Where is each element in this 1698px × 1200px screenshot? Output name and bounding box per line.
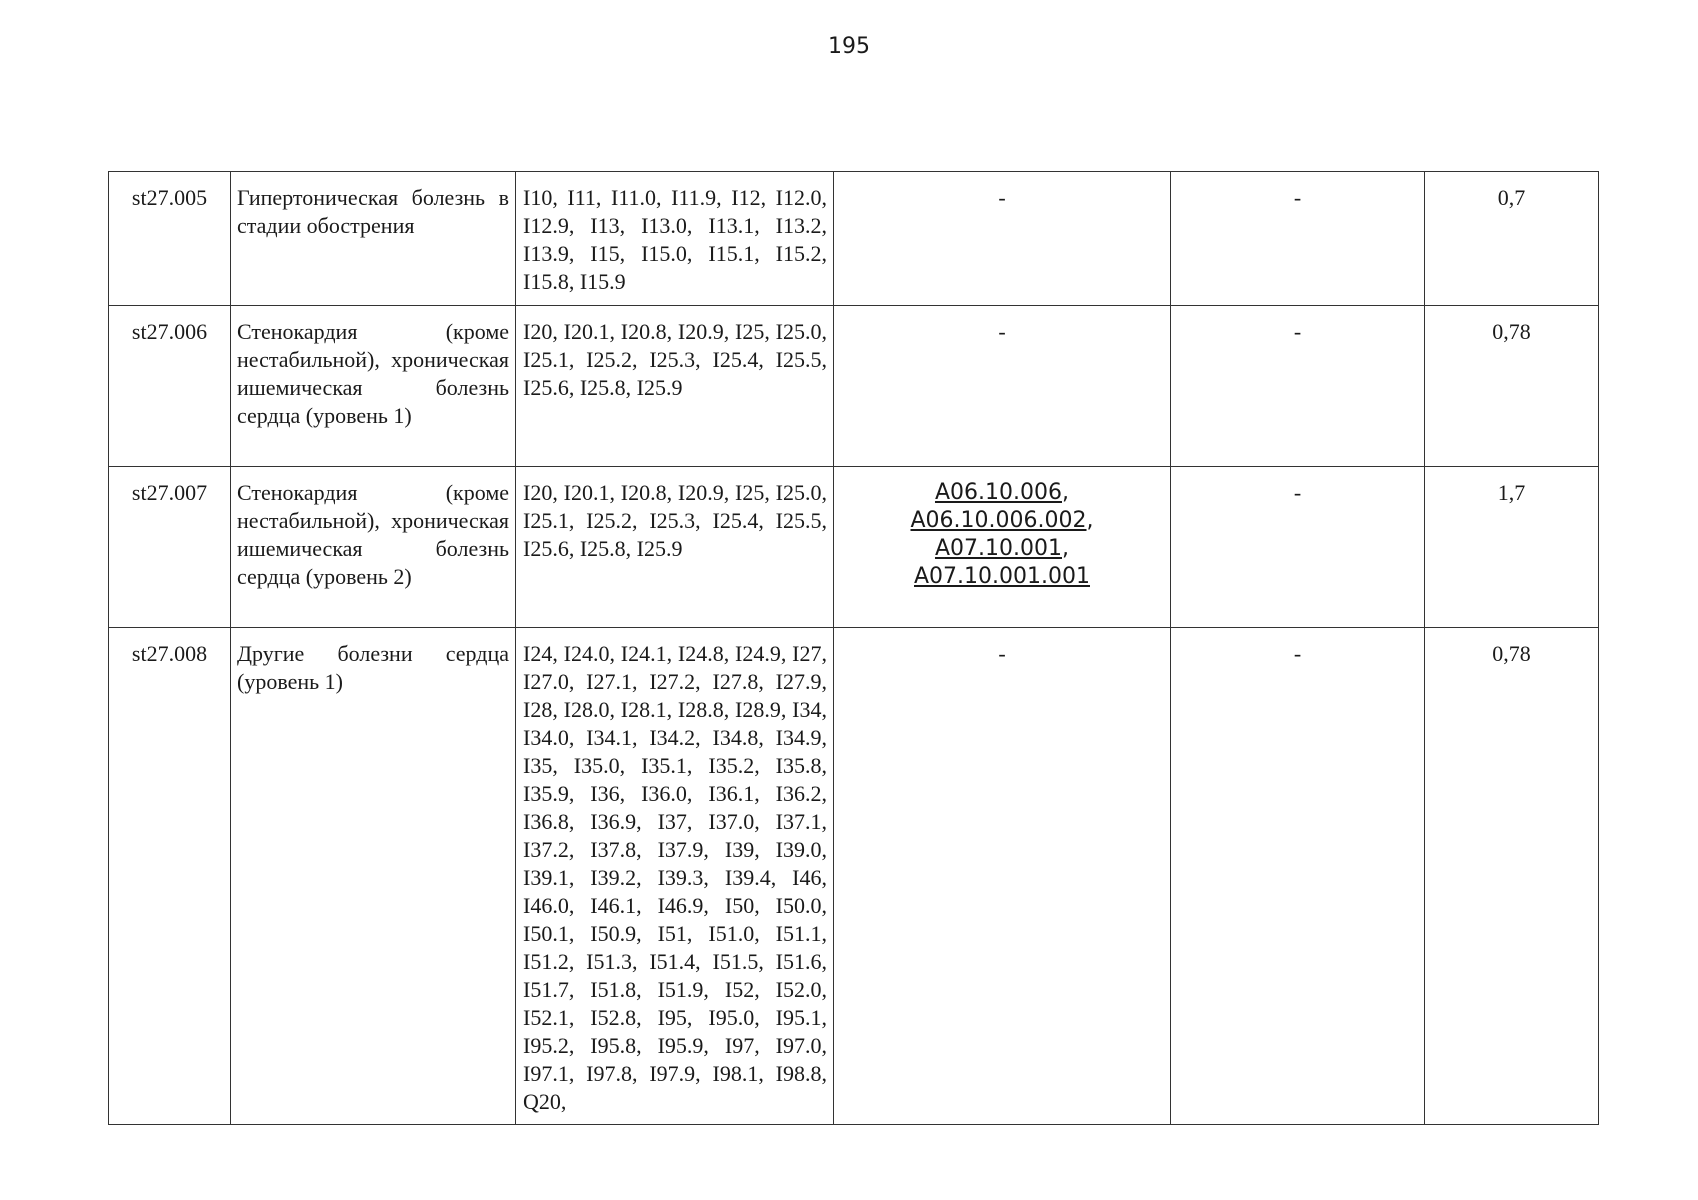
coefficient-cell: 0,78 — [1425, 306, 1599, 467]
group-name-cell: Другие болезни сердца (уровень 1) — [231, 628, 516, 1125]
table-row — [109, 467, 1599, 628]
table-row — [109, 172, 1599, 306]
icd-codes-cell: I10, I11, I11.0, I11.9, I12, I12.0, I12.9, I13, I13.0, I13.1, I13.2, I13.9, I15, I15.0, I15.1, I15.2, I15.8, I15.9 — [516, 172, 834, 306]
service-link[interactable]: A06.10.006, — [934, 480, 1069, 505]
group-code-cell: st27.007 — [109, 467, 231, 628]
additional-criteria-cell: - — [1171, 172, 1425, 306]
coefficient-cell: 0,7 — [1425, 172, 1599, 306]
group-name-cell: Гипертоническая болезнь в стадии обострения — [231, 172, 516, 306]
group-code-cell: st27.005 — [109, 172, 231, 306]
additional-criteria-cell: - — [1171, 467, 1425, 628]
icd-codes-cell: I24, I24.0, I24.1, I24.8, I24.9, I27, I27.0, I27.1, I27.2, I27.8, I27.9, I28, I28.0, I28.1, I28.8, I28.9, I34, I34.0, I34.1, I34.2, I34.8, I34.9, I35, I35.0, I35.1, I35.2, I35.8, I35.9, I36, I36.0, I36.1, I36.2, I36.8, I36.9, I37, I37.0, I37.1, I37.2, I37.8, I37.9, I39, I39.0, I39.1, I39.2, I39.3, I39.4, I46, I46.0, I46.1, I46.9, I50, I50.0, I50.1, I50.9, I51, I51.0, I51.1, I51.2, I51.3, I51.4, I51.5, I51.6, I51.7, I51.8, I51.9, I52, I52.0, I52.1, I52.8, I95, I95.0, I95.1, I95.2, I95.8, I95.9, I97, I97.0, I97.1, I97.8, I97.9, I98.1, I98.8, Q20, — [516, 628, 834, 1125]
coefficient-cell: 1,7 — [1425, 467, 1599, 628]
services-cell — [834, 467, 1171, 628]
services-cell: - — [834, 172, 1171, 306]
table-row — [109, 306, 1599, 467]
services-cell: - — [834, 628, 1171, 1125]
services-cell: - — [834, 306, 1171, 467]
service-link[interactable]: A07.10.001.001 — [914, 564, 1090, 589]
coefficient-cell: 0,78 — [1425, 628, 1599, 1125]
ksg-table — [108, 171, 1599, 1125]
additional-criteria-cell: - — [1171, 628, 1425, 1125]
group-code-cell: st27.008 — [109, 628, 231, 1125]
group-name-cell: Стенокардия (кроме нестабильной), хроническая ишемическая болезнь сердца (уровень 1) — [231, 306, 516, 467]
group-name-cell: Стенокардия (кроме нестабильной), хроническая ишемическая болезнь сердца (уровень 2) — [231, 467, 516, 628]
service-link[interactable]: A06.10.006.002, — [910, 508, 1094, 533]
icd-codes-cell: I20, I20.1, I20.8, I20.9, I25, I25.0, I25.1, I25.2, I25.3, I25.4, I25.5, I25.6, I25.8, I25.9 — [516, 467, 834, 628]
group-code-cell: st27.006 — [109, 306, 231, 467]
page-number: 195 — [828, 34, 870, 59]
table-row — [109, 628, 1599, 1125]
icd-codes-cell: I20, I20.1, I20.8, I20.9, I25, I25.0, I25.1, I25.2, I25.3, I25.4, I25.5, I25.6, I25.8, I25.9 — [516, 306, 834, 467]
service-link[interactable]: A07.10.001, — [934, 536, 1069, 561]
additional-criteria-cell: - — [1171, 306, 1425, 467]
